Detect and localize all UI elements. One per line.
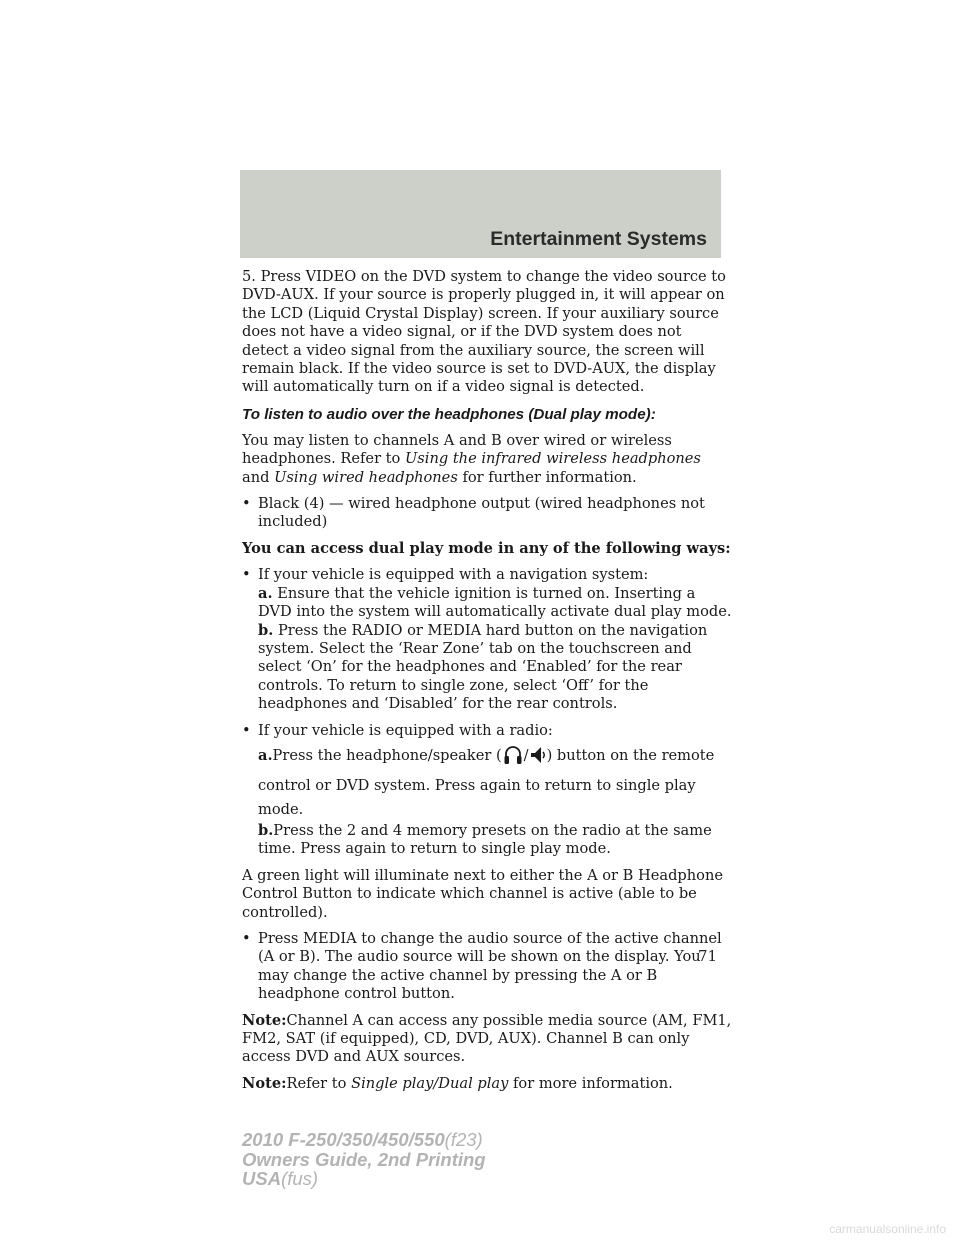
bullet-dot: • <box>242 495 251 513</box>
note-label: Note: <box>242 1074 287 1092</box>
footer-line-2: Owners Guide, 2nd Printing <box>242 1148 486 1170</box>
watermark: carmanualsonline.info <box>829 1222 946 1236</box>
bullet-black-text: Black (4) — wired headphone output (wired headphones not included) <box>258 495 705 531</box>
nav-step-a-label: a. <box>258 584 273 602</box>
ways-heading: You can access dual play mode in any of the following ways: <box>242 539 731 557</box>
radio-step-a <box>258 744 732 822</box>
nav-step-b-text: Press the RADIO or MEDIA hard button on the navigation system. Select the ‘Rear Zone’ tab on the touchscreen and select ‘On’ for the headphones and ‘Enabled’ for the rear controls. To return to single zone, select ‘Off’ for the headphones and ‘Disabled’ for the rear controls. <box>258 621 708 713</box>
radio-lead: If your vehicle is equipped with a radio: <box>258 721 553 739</box>
bullet-dot: • <box>242 566 251 584</box>
nav-step-a <box>258 585 732 622</box>
headphone-icon <box>503 744 523 774</box>
green-light-paragraph: A green light will illuminate next to either the A or B Headphone Control Button to indicate which channel is active (able to be controlled). <box>242 866 723 921</box>
note-refer-text: Refer to <box>286 1074 347 1092</box>
bullet-dot: • <box>242 929 251 947</box>
bullet-radio <box>242 722 732 859</box>
intro-paragraph <box>242 432 732 487</box>
note-channels <box>242 1012 732 1067</box>
nav-step-b-label: b. <box>258 621 274 639</box>
intro-text-3: for further information. <box>462 468 637 486</box>
footer-line-3 <box>242 1169 486 1189</box>
footer-region: USA <box>242 1168 282 1189</box>
radio-step-b-text: Press the 2 and 4 memory presets on the radio at the same time. Press again to return to single play mode. <box>258 821 712 858</box>
bullet-dot: • <box>242 721 251 739</box>
footer-region-code: (fus) <box>281 1168 319 1189</box>
note-channels-text: Channel A can access any possible media source (AM, FM1, FM2, SAT (if equipped), CD, DVD, AUX). Channel B can only access DVD and AUX sources. <box>242 1011 732 1066</box>
dual-play-heading: To listen to audio over the headphones (Dual play mode): <box>242 405 656 423</box>
note-refer-text-2: for more information. <box>513 1074 673 1092</box>
radio-step-a-sep: / <box>523 746 529 764</box>
ref-single-dual-play: Single play/Dual play <box>351 1074 509 1092</box>
footer-line-1 <box>242 1130 486 1150</box>
step-5-paragraph: 5. Press VIDEO on the DVD system to change the video source to DVD-AUX. If your source is properly plugged in, it will appear on the LCD (Liquid Crystal Display) screen. If your auxiliary source does not have a video signal, or if the DVD system does not detect a video signal from the auxiliary source, the screen will remain black. If the video source is set to DVD-AUX, the display will automatically turn on if a video signal is detected. <box>242 268 726 396</box>
page-content <box>242 268 732 1093</box>
section-title: Entertainment Systems <box>490 228 707 250</box>
section-header <box>240 170 721 258</box>
footer-model: 2010 F-250/350/450/550 <box>242 1129 445 1150</box>
radio-step-b <box>258 822 732 859</box>
radio-step-a-label: a. <box>258 746 273 764</box>
note-label: Note: <box>242 1011 287 1029</box>
radio-step-b-label: b. <box>258 821 274 839</box>
bullet-navigation <box>242 566 732 713</box>
intro-text-1: You may listen to channels A and B over wired or wireless headphones. Refer to <box>242 431 672 468</box>
page-number: 71 <box>698 947 718 965</box>
nav-step-b <box>258 622 732 714</box>
speaker-icon <box>530 744 546 774</box>
document-footer <box>242 1130 486 1189</box>
ref-wired-headphones: Using wired headphones <box>274 468 458 486</box>
ref-wireless-headphones: Using the infrared wireless headphones <box>404 450 701 468</box>
bullet-media-text: Press MEDIA to change the audio source of the active channel (A or B). The audio source will be shown on the display. You may change the active channel by pressing the A or B headphone control button. <box>258 929 722 1003</box>
intro-text-2: and <box>242 468 270 486</box>
note-single-dual <box>242 1075 732 1093</box>
bullet-media <box>242 930 732 1004</box>
nav-step-a-text: Ensure that the vehicle ignition is turned on. Inserting a DVD into the system will automatically activate dual play mode. <box>258 584 732 621</box>
radio-step-a-text-2: ) button on the remote control or DVD system. Press again to return to single play mode. <box>258 746 715 818</box>
radio-step-a-text-1: Press the headphone/speaker ( <box>272 746 502 764</box>
nav-lead: If your vehicle is equipped with a navigation system: <box>258 566 649 584</box>
footer-code: (f23) <box>444 1129 483 1150</box>
bullet-black-output <box>242 495 732 532</box>
